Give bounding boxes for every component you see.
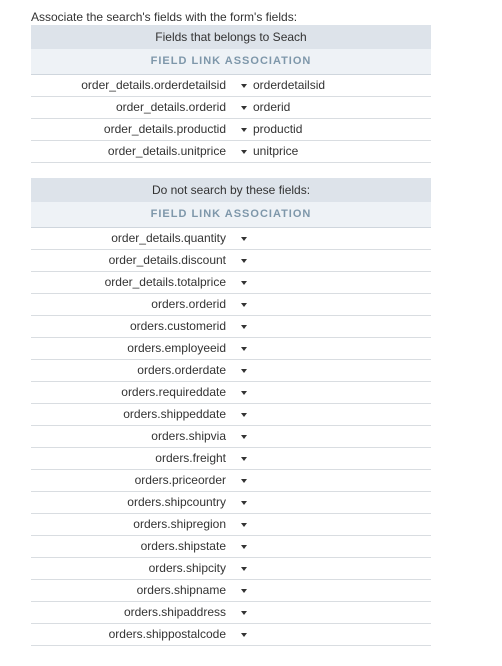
field-link-select[interactable] [240,294,431,315]
field-link-row [31,119,431,141]
field-link-select[interactable] [240,382,431,403]
caret-down-icon [241,259,247,263]
field-link-row [31,448,431,470]
caret-down-icon [241,479,247,483]
caret-down-icon [241,589,247,593]
field-link-select[interactable] [240,404,431,425]
excluded-fields-rows [31,228,431,646]
excluded-fields-section [31,178,431,646]
excluded-fields-title: Do not search by these fields: [31,178,431,202]
field-link-select[interactable] [240,624,431,645]
field-name-label: order_details.orderid [115,100,226,114]
caret-down-icon [241,567,247,571]
field-name-label: order_details.discount [108,253,226,267]
search-fields-section [31,25,431,163]
field-link-select[interactable] [240,536,431,557]
field-link-select[interactable] [240,119,431,140]
field-link-select[interactable] [240,580,431,601]
caret-down-icon [241,128,247,132]
field-link-row [31,316,431,338]
field-name-label: orders.shipname [136,583,226,597]
field-name-label: order_details.unitprice [107,144,226,158]
field-name-label: orders.shippeddate [123,407,226,421]
field-link-row [31,97,431,119]
field-link-row [31,338,431,360]
caret-down-icon [241,281,247,285]
search-fields-column-header: FIELD LINK ASSOCIATION [31,49,431,75]
caret-down-icon [241,633,247,637]
field-link-row [31,382,431,404]
field-link-row [31,514,431,536]
field-name-label: orders.orderid [151,297,226,311]
caret-down-icon [241,545,247,549]
field-link-select[interactable] [240,272,431,293]
field-link-row [31,141,431,163]
search-fields-title: Fields that belongs to Seach [31,25,431,49]
field-link-select[interactable] [240,448,431,469]
selected-field-value: orderid [253,100,291,114]
caret-down-icon [241,303,247,307]
field-name-label: orders.shipcountry [127,495,226,509]
selected-field-value: productid [253,122,303,136]
field-link-row [31,580,431,602]
field-link-select[interactable] [240,228,431,249]
field-link-select[interactable] [240,492,431,513]
field-name-label: orders.freight [155,451,226,465]
field-link-row [31,558,431,580]
field-link-select[interactable] [240,602,431,623]
field-link-select[interactable] [240,514,431,535]
field-link-row [31,404,431,426]
field-link-row [31,426,431,448]
selected-field-value: orderdetailsid [253,78,326,92]
field-link-select[interactable] [240,250,431,271]
field-name-label: orders.shipaddress [123,605,226,619]
caret-down-icon [241,611,247,615]
field-link-select[interactable] [240,141,431,162]
caret-down-icon [241,237,247,241]
field-link-select[interactable] [240,338,431,359]
caret-down-icon [241,413,247,417]
field-link-select[interactable] [240,75,431,96]
caret-down-icon [241,501,247,505]
search-fields-rows [31,75,431,163]
field-name-label: orders.priceorder [134,473,226,487]
caret-down-icon [241,369,247,373]
field-link-select[interactable] [240,97,431,118]
field-name-label: order_details.totalprice [104,275,226,289]
caret-down-icon [241,457,247,461]
field-name-label: orders.shipstate [140,539,226,553]
field-link-select[interactable] [240,316,431,337]
field-link-row [31,272,431,294]
caret-down-icon [241,84,247,88]
field-name-label: order_details.orderdetailsid [81,78,226,92]
field-link-row [31,492,431,514]
caret-down-icon [241,347,247,351]
field-link-row [31,624,431,646]
caret-down-icon [241,106,247,110]
caret-down-icon [241,391,247,395]
field-name-label: orders.orderdate [137,363,226,377]
field-link-select[interactable] [240,426,431,447]
excluded-fields-column-header: FIELD LINK ASSOCIATION [31,202,431,228]
field-name-label: orders.shipregion [133,517,226,531]
field-name-label: orders.employeeid [127,341,226,355]
caret-down-icon [241,435,247,439]
field-link-row [31,470,431,492]
caret-down-icon [241,150,247,154]
field-link-row [31,602,431,624]
field-name-label: orders.shippostalcode [108,627,226,641]
field-link-row [31,75,431,97]
field-name-label: orders.shipcity [148,561,226,575]
field-name-label: order_details.productid [103,122,226,136]
field-name-label: orders.requireddate [121,385,226,399]
caret-down-icon [241,523,247,527]
field-link-row [31,250,431,272]
selected-field-value: unitprice [253,144,299,158]
field-link-row [31,360,431,382]
instructions-text: Associate the search's fields with the form's fields: [31,10,298,24]
field-link-select[interactable] [240,558,431,579]
field-link-select[interactable] [240,360,431,381]
field-link-select[interactable] [240,470,431,491]
field-name-label: orders.customerid [129,319,226,333]
field-link-row [31,536,431,558]
field-name-label: orders.shipvia [151,429,226,443]
field-name-label: order_details.quantity [111,231,226,245]
field-link-row [31,228,431,250]
caret-down-icon [241,325,247,329]
field-link-row [31,294,431,316]
